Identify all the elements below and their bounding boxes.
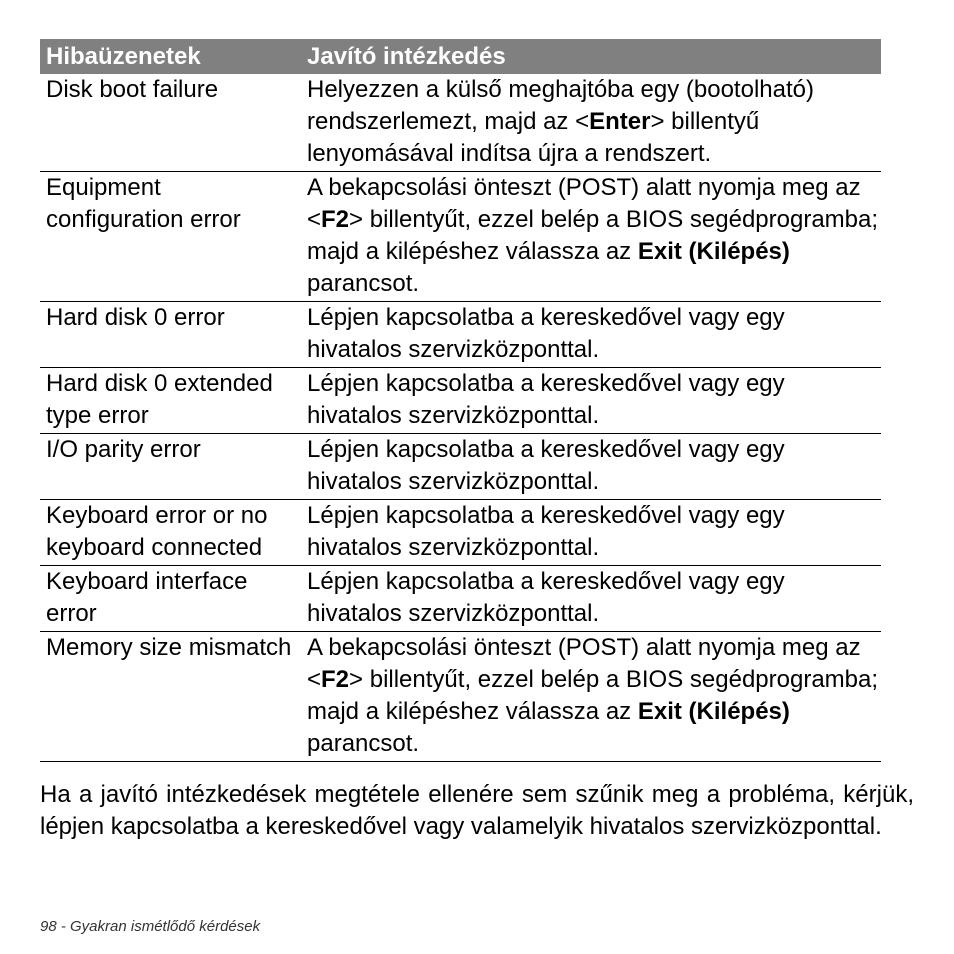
action-text: parancsot. [307, 270, 420, 297]
action-text: A bekapcsolási önteszt (POST) alatt nyomja meg az < [307, 634, 861, 693]
action-text: > billentyűt, ezzel belép a BIOS segédprogramba; majd a kilépéshez válassza az [307, 666, 879, 725]
corrective-action-cell [299, 632, 881, 762]
error-message-cell: Hard disk 0 extended type error [40, 368, 299, 434]
table-row [40, 632, 881, 762]
error-message-cell: Keyboard error or no keyboard connected [40, 500, 299, 566]
table-body [40, 74, 881, 762]
action-text: Lépjen kapcsolatba a kereskedővel vagy egy hivatalos szervizközponttal. [307, 370, 785, 429]
header-error-messages: Hibaüzenetek [40, 39, 299, 74]
page-footer: 98 - Gyakran ismétlődő kérdések [40, 918, 261, 935]
action-text: > billentyű lenyomásával indítsa újra a rendszert. [307, 108, 760, 167]
error-message-cell: Disk boot failure [40, 74, 299, 172]
corrective-action-cell [299, 302, 881, 368]
action-text: A bekapcsolási önteszt (POST) alatt nyomja meg az < [307, 174, 861, 233]
error-message-cell: Memory size mismatch [40, 632, 299, 762]
action-text: Helyezzen a külső meghajtóba egy (bootolható) rendszerlemezt, majd az < [307, 76, 814, 135]
action-text: Lépjen kapcsolatba a kereskedővel vagy egy hivatalos szervizközponttal. [307, 436, 785, 495]
action-key-text: Exit (Kilépés) [637, 238, 790, 265]
table-row [40, 566, 881, 632]
action-text: Lépjen kapcsolatba a kereskedővel vagy egy hivatalos szervizközponttal. [307, 568, 785, 627]
action-text: parancsot. [307, 730, 420, 757]
table-row [40, 302, 881, 368]
table-row [40, 500, 881, 566]
header-corrective-action: Javító intézkedés [299, 39, 881, 74]
action-text: Lépjen kapcsolatba a kereskedővel vagy egy hivatalos szervizközponttal. [307, 304, 785, 363]
action-text: > billentyűt, ezzel belép a BIOS segédprogramba; majd a kilépéshez válassza az [307, 206, 879, 265]
error-message-cell: Hard disk 0 error [40, 302, 299, 368]
action-key-text: F2 [321, 206, 350, 233]
table-row [40, 172, 881, 302]
corrective-action-cell [299, 434, 881, 500]
action-key-text: F2 [321, 666, 350, 693]
support-note: Ha a javító intézkedések megtétele ellenére sem szűnik meg a probléma, kérjük, lépjen kapcsolatba a kereskedővel vagy valamelyik hivatalos szervizközponttal. [40, 781, 914, 840]
table-header-row [40, 39, 881, 74]
corrective-action-cell [299, 172, 881, 302]
error-message-cell: I/O parity error [40, 434, 299, 500]
error-message-table [40, 39, 881, 762]
error-message-cell: Keyboard interface error [40, 566, 299, 632]
corrective-action-cell [299, 368, 881, 434]
table-row [40, 434, 881, 500]
corrective-action-cell [299, 500, 881, 566]
error-message-cell: Equipment configuration error [40, 172, 299, 302]
table-row [40, 368, 881, 434]
corrective-action-cell [299, 74, 881, 172]
action-key-text: Exit (Kilépés) [637, 698, 790, 725]
action-key-text: Enter [589, 108, 651, 135]
table-row [40, 74, 881, 172]
corrective-action-cell [299, 566, 881, 632]
action-text: Lépjen kapcsolatba a kereskedővel vagy egy hivatalos szervizközponttal. [307, 502, 785, 561]
